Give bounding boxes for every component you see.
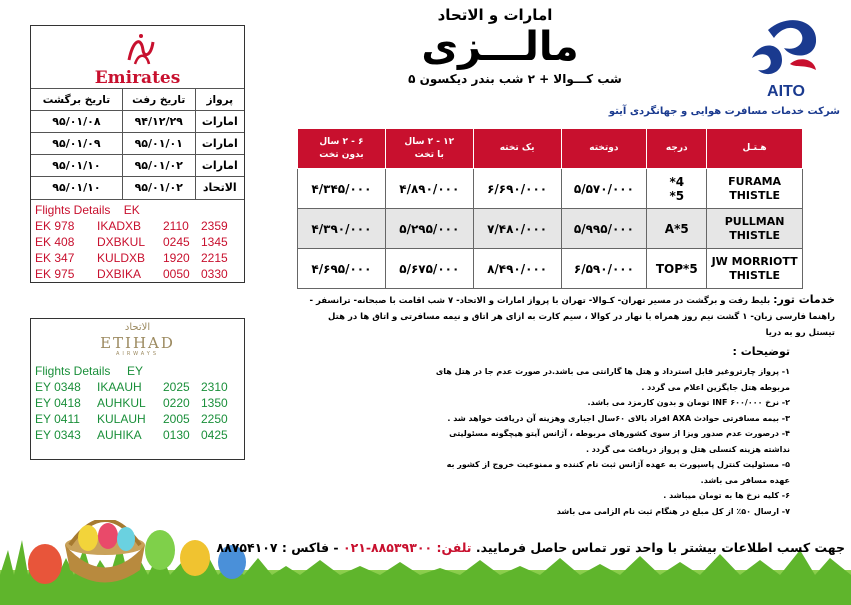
hotel-header-child-nobed: ۶ - ۲ سال بدون تخت (298, 129, 386, 169)
services-label: خدمات تور: (773, 293, 835, 306)
flight-depart: 0245 (163, 234, 190, 249)
price-single: ۷/۴۸۰/۰۰۰ (473, 209, 561, 249)
price-child-bed: ۵/۶۷۵/۰۰۰ (385, 249, 473, 289)
etihad-logo (31, 319, 244, 359)
schedule-cell: ۹۵/۰۱/۱۰ (31, 177, 122, 199)
hotel-header-grade: درجه (647, 129, 707, 169)
flight-row (35, 266, 240, 282)
flight-arrive: 0425 (201, 428, 228, 442)
price-child-nobed: ۴/۳۴۵/۰۰۰ (298, 169, 386, 209)
flight-depart: 1920 (163, 250, 190, 265)
notes-title: توضیحات : (732, 345, 790, 358)
hotel-header-hotel: هـتـل (707, 129, 803, 169)
schedule-row (31, 155, 244, 177)
note-item: ۲- نرخ INF ۶۰۰/۰۰۰ تومان و بدون کارمزد می باشد. (587, 398, 790, 407)
page-title: مالـــزی (421, 24, 579, 70)
schedule-cell: ۹۴/۱۲/۲۹ (122, 111, 195, 133)
emirates-wordmark: Emirates (94, 68, 181, 88)
schedule-cell: ۹۵/۰۱/۰۸ (31, 111, 122, 133)
flight-row (35, 250, 240, 266)
flight-depart: 0130 (163, 428, 190, 442)
flight-route: AUHKUL (97, 396, 146, 410)
tour-services (300, 292, 835, 341)
contact-phone: تلفن: ۸۸۵۳۹۳۰۰-۰۲۱ (342, 540, 472, 555)
flight-row (35, 234, 240, 250)
schedule-header-row (31, 89, 244, 111)
hotel-grade: 5*TOP (647, 249, 707, 289)
flight-arrive: 2215 (201, 250, 228, 265)
flight-number: EK 978 (35, 218, 75, 233)
hotel-name: PULLMAN THISTLE (707, 209, 803, 249)
price-child-bed: ۴/۸۹۰/۰۰۰ (385, 169, 473, 209)
price-double: ۵/۵۷۰/۰۰۰ (561, 169, 647, 209)
note-item: ۳- بیمه مسافرتی حوادث AXA افراد بالای ۶۰سال اجباری وهزینه آن دریافت خواهد شد . (447, 413, 790, 423)
schedule-cell: ۹۵/۰۱/۰۲ (122, 155, 195, 177)
etihad-logo-arabic: الاتحاد (124, 322, 151, 333)
flight-arrive: 2310 (201, 380, 228, 394)
flight-arrive: 1345 (201, 234, 228, 249)
hotel-price-table (297, 128, 803, 289)
note-item: ۴- درصورت عدم صدور ویزا از سوی کشورهای مربوطه ، آژانس آیتو هیچگونه مسئولیتی نداشته هزینه کنسلی هتل و پرواز دریافت می گردد . (449, 429, 790, 454)
tour-subtitle: ۵ شب کـــوالا + ۲ شب بندر دیکسون (408, 72, 622, 86)
aito-logo-text: AITO (767, 83, 805, 100)
hotel-name: JW MORRIOTT THISTLE (707, 249, 803, 289)
schedule-cell: ۹۵/۰۱/۰۲ (122, 177, 195, 199)
flight-row (35, 427, 240, 443)
hotel-row (298, 169, 803, 209)
price-child-bed: ۵/۲۹۵/۰۰۰ (385, 209, 473, 249)
emirates-calligraphy-icon (121, 30, 161, 70)
grass-footer-decoration (0, 520, 851, 605)
flight-depart: 2025 (163, 380, 190, 394)
hotel-row (298, 249, 803, 289)
flight-route: KULDXB (97, 250, 146, 265)
flight-depart: 2005 (163, 412, 190, 426)
schedule-cell: ۹۵/۰۱/۰۱ (122, 133, 195, 155)
hotel-table-header-row (298, 129, 803, 169)
flight-route: IKAAUH (97, 380, 142, 394)
flight-depart: 2110 (163, 218, 189, 233)
schedule-cell: الاتحاد (195, 177, 244, 199)
hotel-header-child-bed: ۱۲ - ۲ سال با تخت (385, 129, 473, 169)
schedule-row (31, 177, 244, 199)
note-item: ۱- پرواز چارتروغیر قابل استرداد و هتل ها گارانتی می باشد.در صورت عدم جا در هتل های مربوطه هتل جایگزین اعلام می گردد . (435, 367, 790, 392)
hotel-header-single: یک تخته (473, 129, 561, 169)
hotel-grade: 5*A (647, 209, 707, 249)
emirates-schedule-table (31, 88, 244, 199)
flight-number: EK 975 (35, 266, 75, 281)
flight-number: EK 408 (35, 234, 75, 249)
flight-row (35, 218, 240, 234)
flight-route: KULAUH (97, 412, 146, 426)
schedule-cell: ۹۵/۰۱/۱۰ (31, 155, 122, 177)
flight-row (35, 379, 240, 395)
note-item: ۷- ارسال ۵۰٪ از کل مبلغ در هنگام ثبت نام الزامی می باشد (556, 506, 790, 516)
price-single: ۶/۶۹۰/۰۰۰ (473, 169, 561, 209)
schedule-cell: امارات (195, 111, 244, 133)
contact-fax: - فاکس : ۸۸۷۵۴۱۰۷ (216, 540, 339, 555)
flight-details-title: Flights Details EK (35, 202, 140, 217)
flight-arrive: 1350 (201, 396, 228, 410)
schedule-row (31, 133, 244, 155)
schedule-cell: ۹۵/۰۱/۰۹ (31, 133, 122, 155)
hotel-header-double: دوتخته (561, 129, 647, 169)
hotel-grade: 4* 5* (647, 169, 707, 209)
price-child-nobed: ۴/۳۹۰/۰۰۰ (298, 209, 386, 249)
flight-number: EY 0418 (35, 396, 81, 410)
services-line (300, 292, 835, 309)
contact-line (216, 540, 845, 555)
price-single: ۸/۴۹۰/۰۰۰ (473, 249, 561, 289)
flight-number: EK 347 (35, 250, 75, 265)
emirates-flight-details (31, 199, 244, 282)
etihad-logo-sub: AIRWAYS (115, 351, 160, 357)
aito-logo-icon (738, 12, 838, 100)
flight-number: EY 0348 (35, 380, 81, 394)
notes-list (430, 364, 790, 519)
basket-icon (65, 520, 145, 583)
schedule-cell: امارات (195, 155, 244, 177)
price-double: ۵/۹۹۵/۰۰۰ (561, 209, 647, 249)
hotel-row (298, 209, 803, 249)
etihad-wordmark: ETIHAD (100, 334, 175, 352)
flight-arrive: 2250 (201, 412, 228, 426)
etihad-flight-details (31, 359, 244, 443)
services-text: بلیط رفت و برگشت در مسیر تهران- کـوالا- تهران با پرواز امارات و الاتحاد- ۷ شب اقامت با صبحانه- ترانسفر - (309, 296, 771, 306)
flight-number: EY 0411 (35, 412, 80, 426)
price-double: ۶/۵۹۰/۰۰۰ (561, 249, 647, 289)
title-airlines: امارات و الاتحاد (437, 6, 553, 24)
emirates-logo (31, 26, 244, 88)
emirates-panel (30, 25, 245, 283)
flight-route: IKADXB (97, 218, 142, 233)
flight-number: EY 0343 (35, 428, 81, 442)
contact-text: جهت کسب اطلاعات بیشتر با واحد تور تماس حاصل فرمایید. (475, 540, 845, 555)
schedule-header: تاریخ رفت (122, 89, 195, 111)
price-child-nobed: ۴/۶۹۵/۰۰۰ (298, 249, 386, 289)
note-item: ۶- کلیه نرخ ها به تومان میباشد . (663, 491, 790, 500)
flight-arrive: 2359 (201, 218, 228, 233)
flight-route: AUHIKA (97, 428, 142, 442)
schedule-header: تاریخ برگشت (31, 89, 122, 111)
note-item: ۵- مسئولیت کنترل پاسپورت به عهده آژانس ثبت نام کننده و ممنوعیت خروج از کشور به عهده مسافر می باشد. (446, 460, 790, 485)
flight-row (35, 411, 240, 427)
schedule-cell: امارات (195, 133, 244, 155)
flight-details-title: Flights Details EY (35, 364, 144, 378)
company-name: شرکت خدمات مسافرت هوایی و جهانگردی آیتو (608, 106, 840, 117)
flight-depart: 0220 (163, 396, 190, 410)
services-line: راهنما فارسی زبان- ۱ گشت نیم روز همراه با نهار در کوالا ، سیم کارت به ازای هر اتاق و نیمه مسافرتی و اتاق ها در هتل تیستل رو به دریا (328, 312, 835, 338)
flight-row (35, 395, 240, 411)
etihad-panel (30, 318, 245, 460)
schedule-row (31, 111, 244, 133)
flight-depart: 0050 (163, 266, 190, 281)
hotel-name: FURAMA THISTLE (707, 169, 803, 209)
flight-arrive: 0330 (201, 266, 228, 281)
schedule-header: پرواز (195, 89, 244, 111)
flight-route: DXBKUL (97, 234, 146, 249)
flight-route: DXBIKA (97, 266, 142, 281)
